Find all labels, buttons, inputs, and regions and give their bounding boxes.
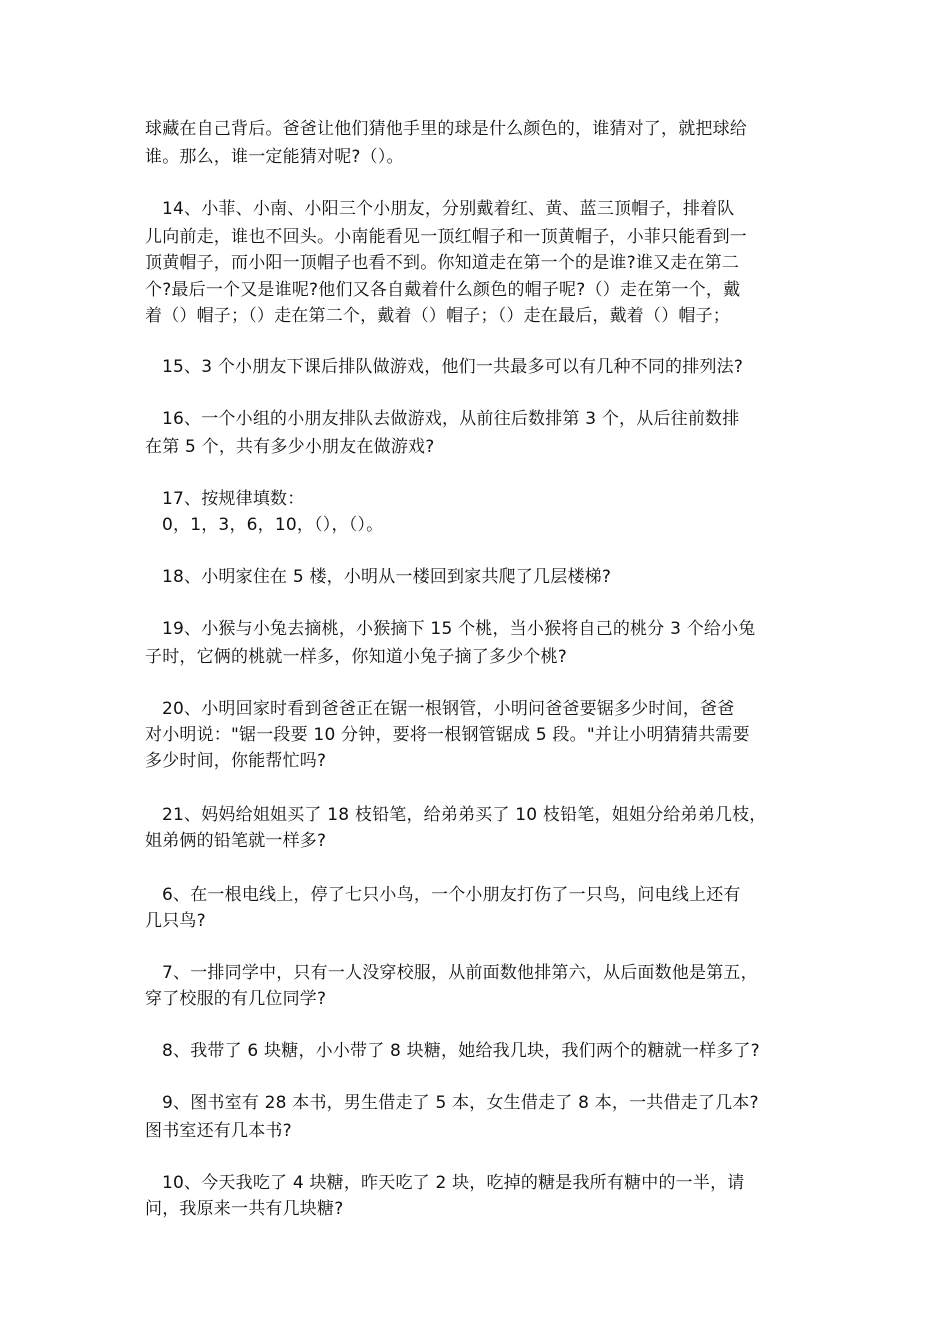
question-9-line-1: 9、图书室有 28 本书，男生借走了 5 本，女生借走了 8 本，一共借走了几本? bbox=[162, 1093, 759, 1113]
question-19-line-2: 子时，它俩的桃就一样多，你知道小兔子摘了多少个桃? bbox=[145, 647, 568, 667]
question-14-line-1: 14、小菲、小南、小阳三个小朋友，分别戴着红、黄、蓝三顶帽子，排着队 bbox=[162, 199, 735, 219]
question-17-line-1: 17、按规律填数： bbox=[162, 489, 305, 509]
question-19-line-1: 19、小猴与小兔去摘桃，小猴摘下 15 个桃，当小猴将自己的桃分 3 个给小兔 bbox=[162, 619, 756, 639]
question-20-line-1: 20、小明回家时看到爸爸正在锯一根钢管，小明问爸爸要锯多少时间，爸爸 bbox=[162, 699, 735, 719]
question-6-line-1: 6、在一根电线上，停了七只小鸟，一个小朋友打伤了一只鸟，问电线上还有 bbox=[162, 885, 741, 905]
question-8: 8、我带了 6 块糖，小小带了 8 块糖，她给我几块，我们两个的糖就一样多了? bbox=[162, 1041, 760, 1061]
question-14-line-2: 儿向前走，谁也不回头。小南能看见一顶红帽子和一顶黄帽子，小菲只能看到一 bbox=[145, 227, 747, 247]
text-line-ball-puzzle-cont-1: 球藏在自己背后。爸爸让他们猜他手里的球是什么颜色的，谁猜对了，就把球给 bbox=[145, 119, 747, 139]
question-14-line-4: 个?最后一个又是谁呢?他们又各自戴着什么颜色的帽子呢?（）走在第一个，戴 bbox=[145, 280, 741, 300]
question-21-line-2: 姐弟俩的铅笔就一样多? bbox=[145, 831, 327, 851]
question-7-line-1: 7、一排同学中，只有一人没穿校服，从前面数他排第六，从后面数他是第五， bbox=[162, 963, 758, 983]
question-16-line-1: 16、一个小组的小朋友排队去做游戏，从前往后数排第 3 个，从后往前数排 bbox=[162, 409, 740, 429]
question-7-line-2: 穿了校服的有几位同学? bbox=[145, 989, 327, 1009]
question-14-line-5: 着（）帽子；（）走在第二个，戴着（）帽子；（）走在最后，戴着（）帽子； bbox=[145, 306, 730, 326]
question-17-sequence: 0，1，3，6，10，（），（）。 bbox=[162, 515, 384, 535]
question-6-line-2: 几只鸟? bbox=[145, 911, 206, 931]
question-16-line-2: 在第 5 个，共有多少小朋友在做游戏? bbox=[145, 437, 435, 457]
question-20-line-3: 多少时间，你能帮忙吗? bbox=[145, 751, 327, 771]
question-10-line-2: 问，我原来一共有几块糖? bbox=[145, 1199, 344, 1219]
question-18: 18、小明家住在 5 楼，小明从一楼回到家共爬了几层楼梯? bbox=[162, 567, 612, 587]
question-9-line-2: 图书室还有几本书? bbox=[145, 1121, 292, 1141]
question-20-line-2: 对小明说："锯一段要 10 分钟，要将一根钢管锯成 5 段。"并让小明猜猜共需要 bbox=[145, 725, 750, 745]
question-10-line-1: 10、今天我吃了 4 块糖，昨天吃了 2 块，吃掉的糖是我所有糖中的一半，请 bbox=[162, 1173, 745, 1193]
question-21-line-1: 21、妈妈给姐姐买了 18 枝铅笔，给弟弟买了 10 枝铅笔，姐姐分给弟弟几枝， bbox=[162, 805, 767, 825]
question-15: 15、3 个小朋友下课后排队做游戏，他们一共最多可以有几种不同的排列法? bbox=[162, 357, 744, 377]
question-14-line-3: 顶黄帽子，而小阳一顶帽子也看不到。你知道走在第一个的是谁?谁又走在第二 bbox=[145, 253, 740, 273]
text-line-ball-puzzle-cont-2: 谁。那么，谁一定能猜对呢?（）。 bbox=[145, 147, 404, 167]
